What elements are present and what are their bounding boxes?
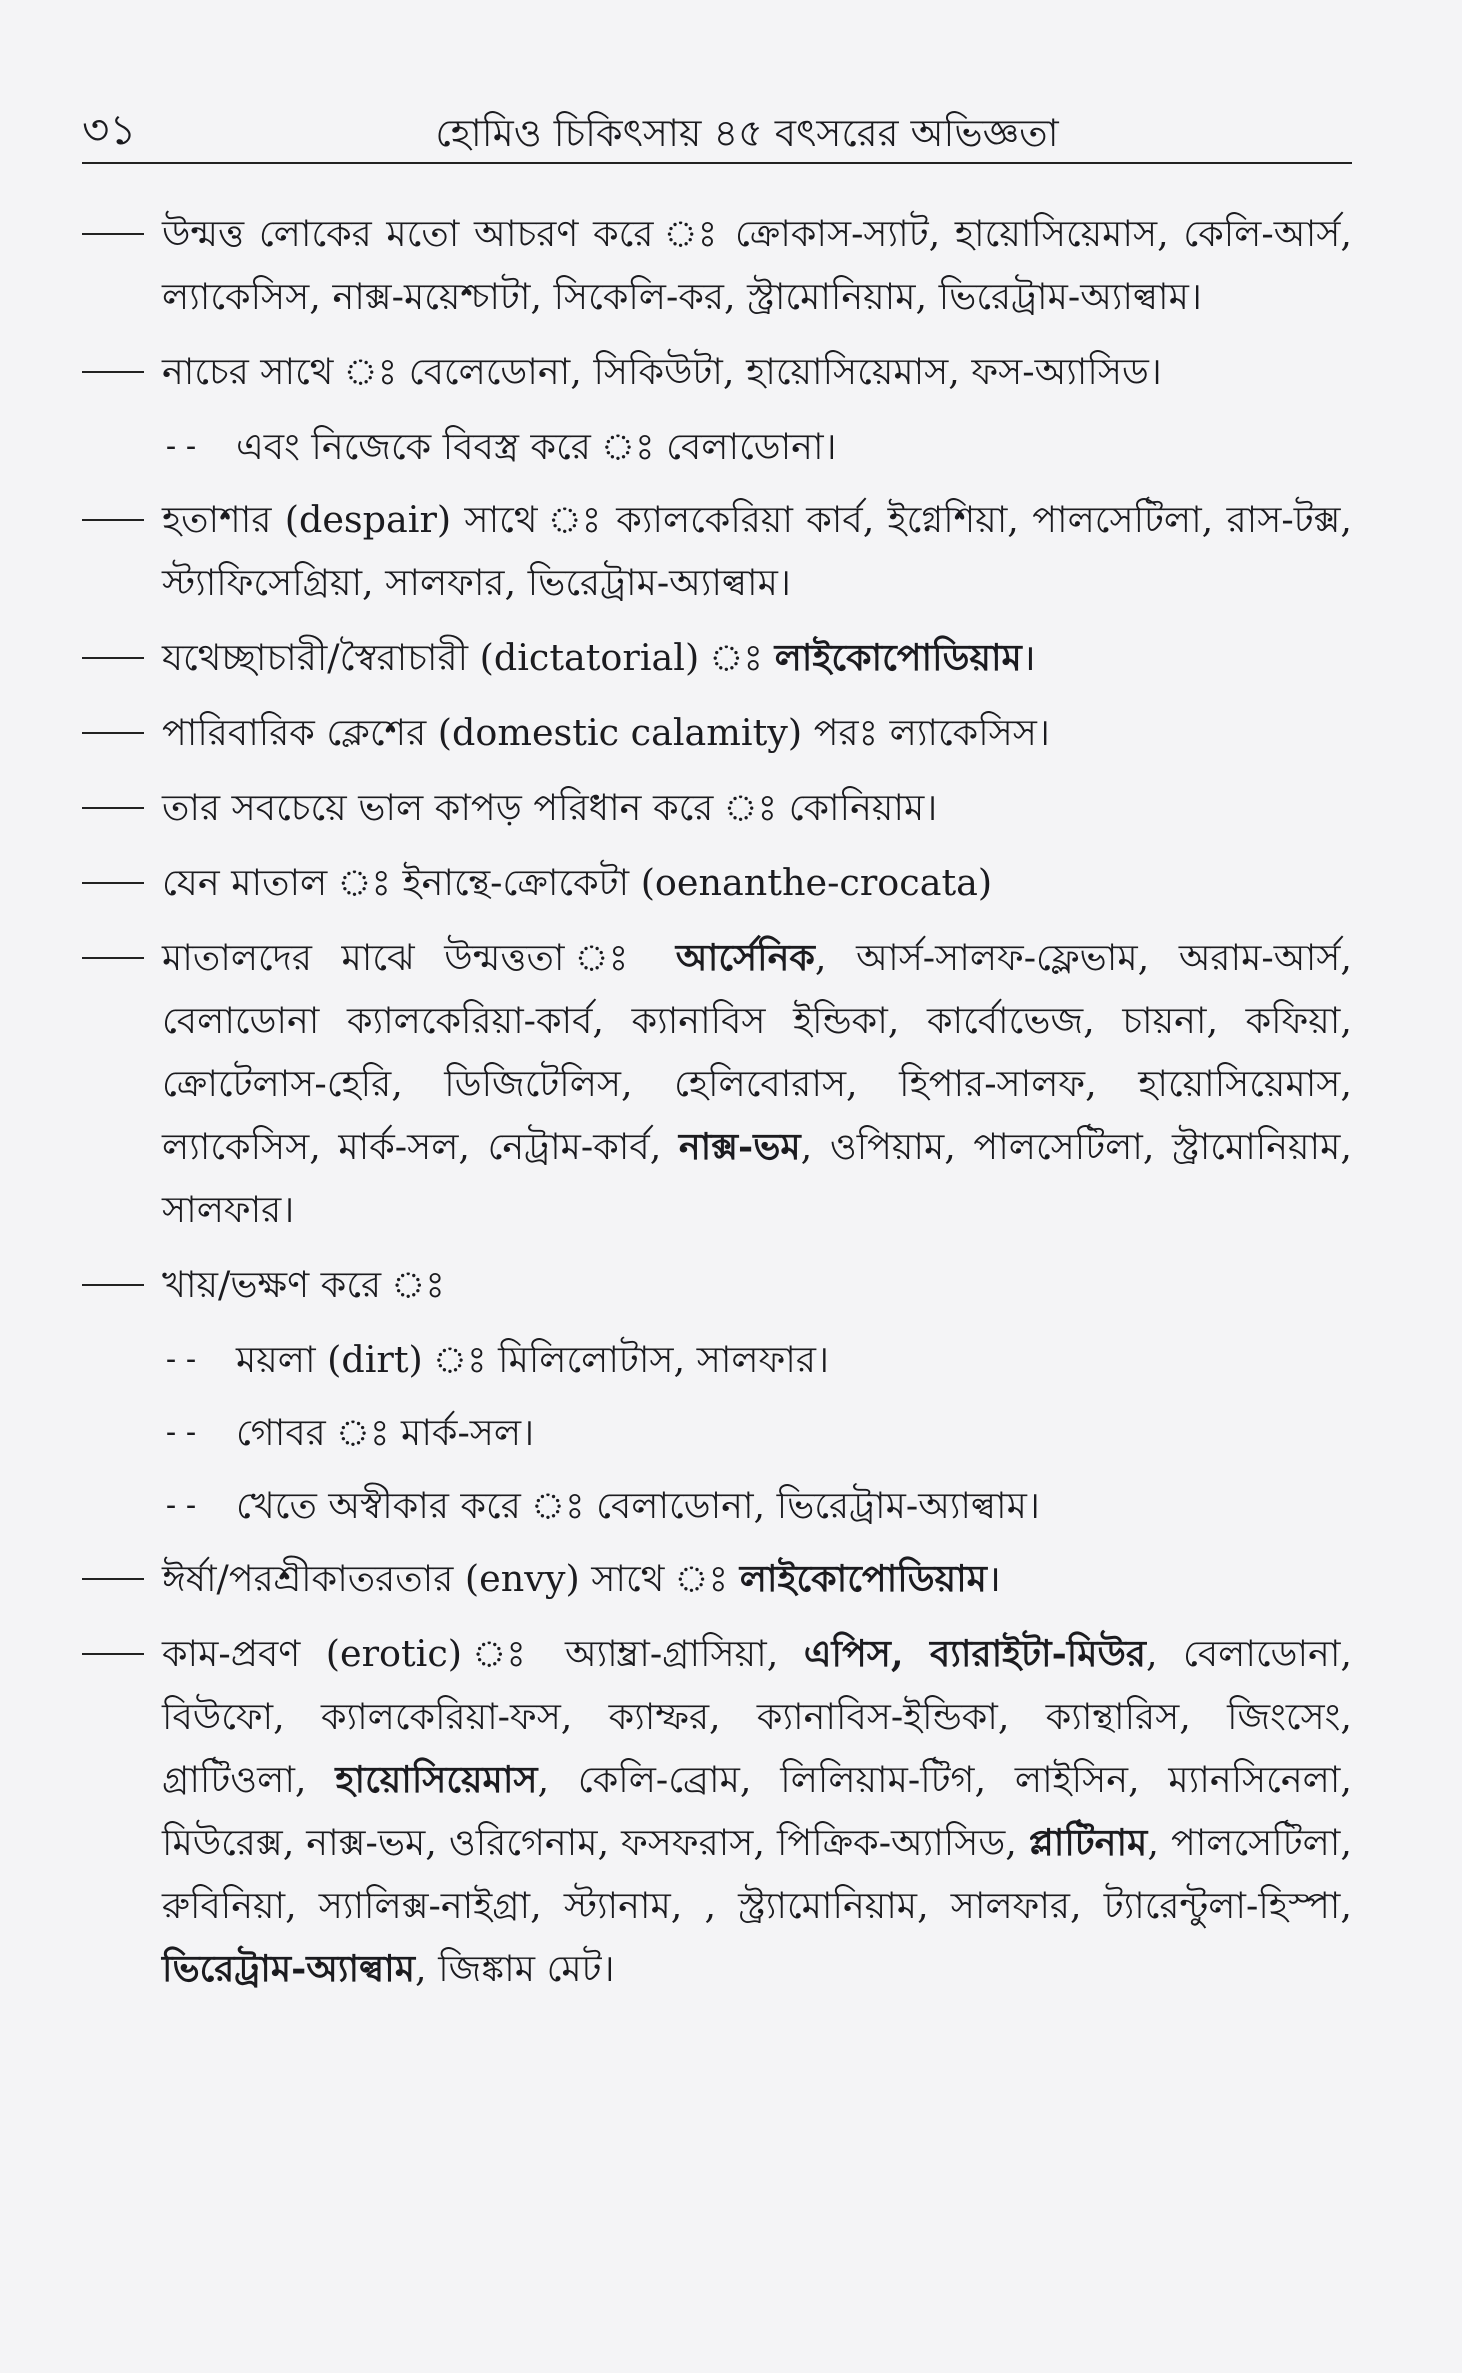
symptom-entry bbox=[82, 776, 1352, 839]
remedy-text bbox=[728, 1557, 740, 1600]
remedy-text: । bbox=[986, 1557, 1001, 1600]
remedy-bold: ভিরেট্রাম-অ্যাল্বাম bbox=[162, 1947, 415, 1990]
em-dash-rule bbox=[82, 732, 144, 734]
symptom-entry bbox=[82, 1622, 1352, 2000]
sub-dash-marker: -- bbox=[162, 1342, 203, 1377]
symptom-entry bbox=[82, 626, 1352, 689]
remedy-text bbox=[646, 936, 676, 979]
symptom-label: নাচের সাথে ঃ bbox=[162, 350, 398, 393]
symptom-label: ঈর্ষা/পরশ্রীকাতরতার (envy) সাথে ঃ bbox=[162, 1557, 729, 1600]
em-dash-rule bbox=[82, 371, 144, 373]
remedy-text: ক্যালকেরিয়া কার্ব, ইগ্নেশিয়া, পালসেটিলা, রাস-টক্স, স্ট্যাফিসেগ্রিয়া, সালফার, ভিরেট্রাম-অ্যাল্বাম। bbox=[162, 498, 1353, 604]
remedy-bold: এপিস, ব্যারাইটা-মিউর bbox=[803, 1632, 1147, 1675]
sub-dash-marker: -- bbox=[162, 1415, 203, 1450]
em-dash-rule bbox=[82, 1653, 144, 1655]
remedy-text: ল্যাকেসিস। bbox=[878, 711, 1050, 754]
remedy-text: কোনিয়াম। bbox=[777, 786, 938, 829]
sub-symptom-entry bbox=[82, 1401, 1352, 1464]
remedy-text: , কেলি-ব্রোম, লিলিয়াম-টিগ, লাইসিন, ম্যানসিনেলা, মিউরেক্স, নাক্স-ভম, ওরিগেনাম, ফসফরাস, পিক্রিক-অ্যাসিড, bbox=[162, 1758, 1352, 1864]
remedy-list bbox=[777, 786, 937, 829]
em-dash-rule bbox=[82, 807, 144, 809]
sub-dash-marker: -- bbox=[162, 429, 203, 464]
sub-remedy-list bbox=[487, 1338, 829, 1381]
sub-symptom-label: ময়লা (dirt) ঃ bbox=[236, 1338, 487, 1381]
remedy-list bbox=[162, 936, 1352, 1231]
remedy-bold: নাক্স-ভম bbox=[678, 1125, 801, 1168]
remedy-bold: প্লাটিনাম bbox=[1028, 1821, 1148, 1864]
remedy-text: মার্ক-সল। bbox=[389, 1411, 535, 1454]
remedy-text: বেলাডোনা, ভিরেট্রাম-অ্যাল্বাম। bbox=[584, 1484, 1040, 1527]
em-dash-rule bbox=[82, 233, 144, 235]
symptom-entry bbox=[82, 1253, 1352, 1316]
em-dash-rule bbox=[82, 957, 144, 959]
remedy-text: । bbox=[1021, 636, 1036, 679]
em-dash-rule bbox=[82, 1284, 144, 1286]
remedy-bold: লাইকোপোডিয়াম bbox=[739, 1557, 987, 1600]
symptom-entry bbox=[82, 488, 1352, 614]
remedy-bold: লাইকোপোডিয়াম bbox=[774, 636, 1022, 679]
remedy-bold: হায়োসিয়েমাস bbox=[335, 1758, 538, 1801]
symptom-label: উন্মত্ত লোকের মতো আচরণ করে ঃ bbox=[162, 212, 721, 255]
remedy-list bbox=[878, 711, 1050, 754]
sub-symptom-entry bbox=[82, 1474, 1352, 1537]
remedy-list bbox=[763, 636, 1036, 679]
symptom-entry bbox=[82, 1547, 1352, 1610]
sub-entries bbox=[82, 1328, 1352, 1537]
remedy-text: , বেলাডোনা, বিউফো, ক্যালকেরিয়া-ফস, ক্যাম্ফর, ক্যানাবিস-ইন্ডিকা, ক্যান্থারিস, জিংসেং, গ্রাটিওলা, bbox=[162, 1632, 1353, 1801]
em-dash-rule bbox=[82, 882, 144, 884]
remedy-text: , জিঙ্কাম মেট। bbox=[415, 1947, 615, 1990]
remedy-list bbox=[391, 861, 992, 904]
running-header bbox=[82, 100, 1352, 164]
sub-remedy-list bbox=[655, 425, 837, 468]
sub-symptom-entry bbox=[82, 1328, 1352, 1391]
em-dash-rule bbox=[82, 519, 144, 521]
sub-symptom-label: খেতে অস্বীকার করে ঃ bbox=[236, 1484, 585, 1527]
remedy-text: মিলিলোটাস, সালফার। bbox=[486, 1338, 830, 1381]
page-number: ৩১ bbox=[82, 105, 137, 154]
symptom-entry bbox=[82, 926, 1352, 1241]
symptom-label: মাতালদের মাঝে উন্মত্ততা ঃ bbox=[162, 936, 647, 979]
symptom-label: কাম-প্রবণ (erotic) ঃ bbox=[162, 1632, 540, 1675]
remedy-text: বেলাডোনা। bbox=[654, 425, 837, 468]
remedy-text: ক্রোকাস-স্যাট, হায়োসিয়েমাস, কেলি-আর্স, ল্যাকেসিস, নাক্স-ময়েশ্চাটা, সিকেলি-কর, স্ট্রামোনিয়াম, ভিরেট্রাম-অ্যাল্বাম। bbox=[162, 212, 1352, 318]
book-title: হোমিও চিকিৎসায় ৪৫ বৎসরের অভিজ্ঞতা bbox=[435, 111, 1059, 155]
remedy-text: ইনান্থে-ক্রোকেটা (oenanthe-crocata) bbox=[391, 861, 993, 904]
remedy-text: , ওপিয়াম, পালসেটিলা, স্ট্রামোনিয়াম, সালফার। bbox=[162, 1125, 1352, 1231]
remedy-list bbox=[397, 350, 1162, 393]
symptom-label: খায়/ভক্ষণ করে ঃ bbox=[162, 1263, 445, 1306]
em-dash-rule bbox=[82, 657, 144, 659]
remedy-bold: আর্সেনিক bbox=[675, 936, 815, 979]
remedy-text bbox=[763, 636, 775, 679]
symptom-label: যথেচ্ছাচারী/স্বৈরাচারী (dictatorial) ঃ bbox=[162, 636, 763, 679]
em-dash-rule bbox=[82, 1578, 144, 1580]
sub-symptom-label: এবং নিজেকে বিবস্ত্র করে ঃ bbox=[236, 425, 655, 468]
symptom-entry bbox=[82, 851, 1352, 914]
remedy-list bbox=[728, 1557, 1001, 1600]
sub-entries bbox=[82, 415, 1352, 478]
symptom-label: যেন মাতাল ঃ bbox=[162, 861, 391, 904]
remedy-text: অ্যাম্ব্রা-গ্রাসিয়া, bbox=[539, 1632, 804, 1675]
remedy-list bbox=[162, 1632, 1352, 1990]
remedy-text: বেলেডোনা, সিকিউটা, হায়োসিয়েমাস, ফস-অ্যাসিড। bbox=[397, 350, 1162, 393]
sub-symptom-entry bbox=[82, 415, 1352, 478]
symptom-entry bbox=[82, 340, 1352, 403]
remedy-text: , আর্স-সালফ-ফ্লেভাম, অরাম-আর্স, বেলাডোনা ক্যালকেরিয়া-কার্ব, ক্যানাবিস ইন্ডিকা, কার্বোভেজ, চায়না, কফিয়া, ক্রোটেলাস-হেরি, ডিজিটেলিস, হেলিবোরাস, হিপার-সালফ, হায়োসিয়েমাস, ল্যাকেসিস, মার্ক-সল, নেট্রাম-কার্ব, bbox=[162, 936, 1352, 1168]
symptom-label: তার সবচেয়ে ভাল কাপড় পরিধান করে ঃ bbox=[162, 786, 778, 829]
symptom-label: হতাশার (despair) সাথে ঃ bbox=[162, 498, 603, 541]
remedy-text: , পালসেটিলা, রুবিনিয়া, স্যালিক্স-নাইগ্রা, স্ট্যানাম, , স্ট্র্যামোনিয়াম, সালফার, ট্যারেন্টুলা-হিস্পা, bbox=[162, 1821, 1352, 1927]
sub-symptom-label: গোবর ঃ bbox=[236, 1411, 390, 1454]
symptom-label: পারিবারিক ক্লেশের (domestic calamity) পরঃ bbox=[162, 711, 879, 754]
symptom-entry bbox=[82, 701, 1352, 764]
symptom-entry bbox=[82, 202, 1352, 328]
sub-remedy-list bbox=[389, 1411, 534, 1454]
sub-dash-marker: -- bbox=[162, 1488, 203, 1523]
sub-remedy-list bbox=[585, 1484, 1040, 1527]
symptom-list bbox=[82, 202, 1352, 2000]
